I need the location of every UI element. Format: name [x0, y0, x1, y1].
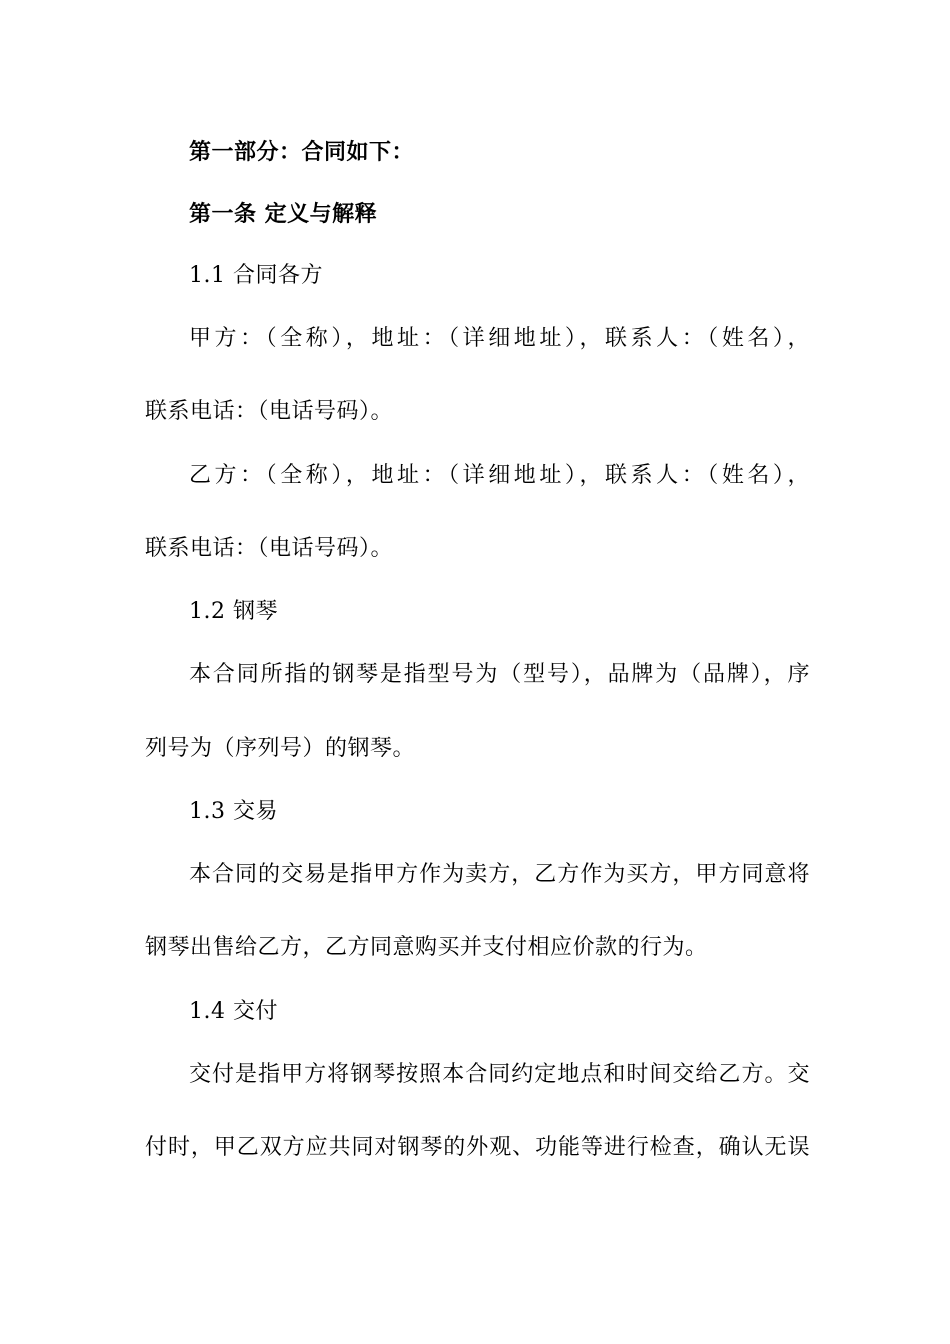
party-b-line-2: 联系电话：（电话号码）。 [145, 536, 394, 561]
section-1-2-line-1: 本合同所指的钢琴是指型号为（型号），品牌为（品牌），序 [189, 662, 810, 687]
part-heading: 第一部分：合同如下： [189, 139, 415, 165]
party-b-line-1: 乙方：（全称），地址：（详细地址），联系人：（姓名）， [189, 463, 810, 488]
section-1-2-line-2: 列号为（序列号）的钢琴。 [145, 736, 416, 761]
party-a-line-1: 甲方：（全称），地址：（详细地址），联系人：（姓名）， [189, 326, 810, 351]
article-heading: 第一条 定义与解释 [189, 201, 378, 227]
section-1-3-line-2: 钢琴出售给乙方，乙方同意购买并支付相应价款的行为。 [145, 935, 708, 960]
section-1-4-title: 1.4 交付 [189, 999, 278, 1024]
section-1-3-title: 1.3 交易 [189, 799, 278, 824]
section-1-3-line-1: 本合同的交易是指甲方作为卖方，乙方作为买方，甲方同意将 [189, 862, 810, 887]
party-a-line-2: 联系电话：（电话号码）。 [145, 399, 394, 424]
section-1-1-title: 1.1 合同各方 [189, 263, 323, 288]
section-1-4-line-1: 交付是指甲方将钢琴按照本合同约定地点和时间交给乙方。交 [189, 1062, 810, 1087]
section-1-2-title: 1.2 钢琴 [189, 599, 278, 624]
section-1-4-line-2: 付时，甲乙双方应共同对钢琴的外观、功能等进行检查，确认无误 [145, 1135, 810, 1160]
